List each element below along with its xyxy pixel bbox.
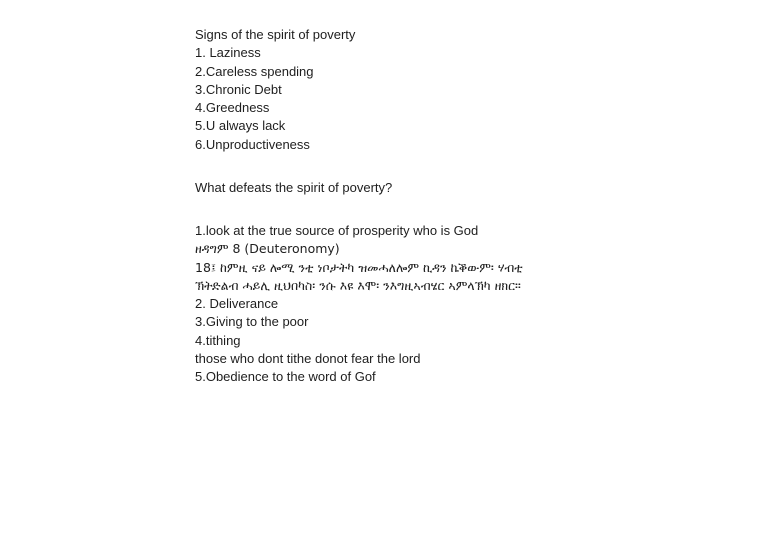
blank-line (195, 204, 755, 222)
list-item: 5.U always lack (195, 118, 286, 134)
scripture-verse-line: 18፤ ከምዚ ናይ ሎሚ ንቲ ነቦታትካ ዝመሓለሎም ኪዳን ኬቕውም፡ ሃብቲ (195, 259, 523, 275)
tithe-note: those who dont tithe donot fear the lord (195, 351, 421, 367)
section-question: What defeats the spirit of poverty? (195, 179, 393, 195)
list-item: 2.Careless spending (195, 63, 314, 79)
list-item: 4.Greedness (195, 100, 270, 116)
list-item: 2. Deliverance (195, 296, 279, 312)
list-item: 6.Unproductiveness (195, 136, 310, 152)
section-heading-signs: Signs of the spirit of poverty (195, 27, 356, 42)
list-item: 3.Giving to the poor (195, 314, 309, 330)
scripture-reference: ዘዳግም 8 (Deuteronomy) (195, 241, 340, 257)
list-item: 1.look at the true source of prosperity who is God (195, 222, 479, 238)
list-item: 1. Laziness (195, 45, 261, 61)
list-item: 3.Chronic Debt (195, 81, 282, 97)
document-body (195, 26, 755, 387)
list-item: 4.tithing (195, 332, 241, 348)
list-item: 5.Obedience to the word of Gof (195, 369, 376, 385)
scripture-verse-line: ኽትድልብ ሓይሊ ዚህበካስ፡ ንሱ እዩ እሞ፡ ንእግዚኣብሄር ኣምላኽካ ዘክር። (195, 277, 521, 293)
blank-line (195, 161, 755, 179)
